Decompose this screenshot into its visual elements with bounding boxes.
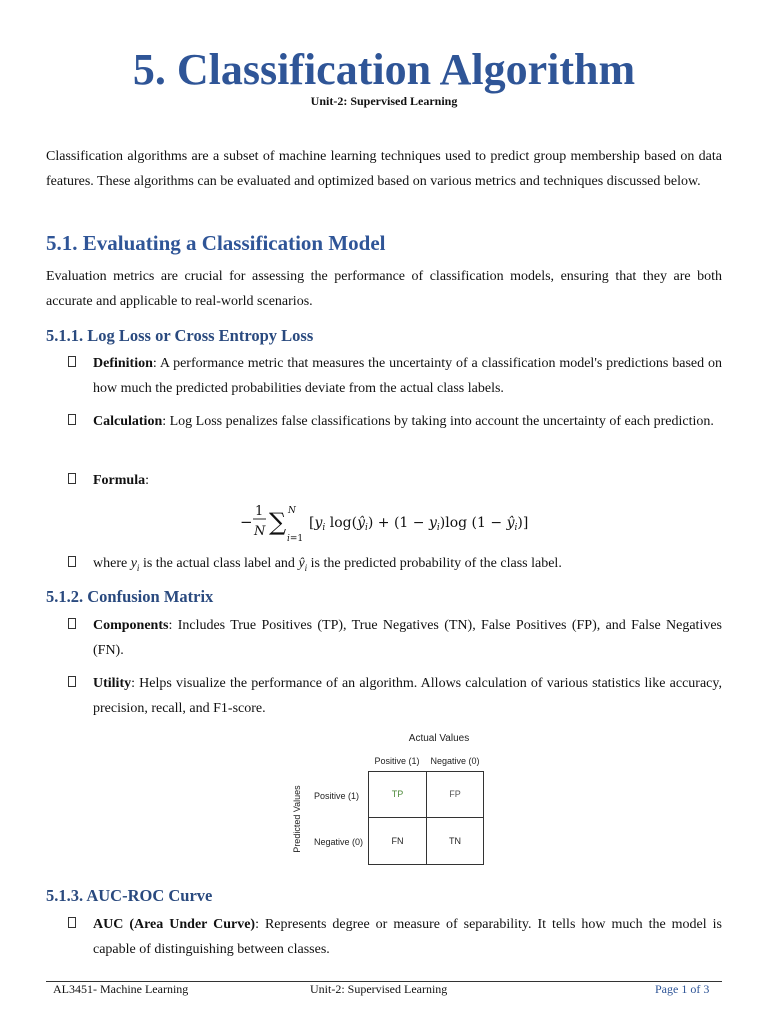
predicted-values-label: Predicted Values — [292, 785, 302, 853]
page-title: 5. Classification Algorithm — [132, 45, 636, 94]
calculation-text: : Log Loss penalizes false classifications by taking into account the uncertainty of each prediction. — [162, 414, 714, 429]
bullet-formula — [46, 468, 722, 493]
components-label: Components — [93, 618, 169, 633]
svg-text:1: 1 — [255, 504, 264, 519]
where-suffix: is the predicted probability of the class label. — [307, 556, 562, 571]
where-mid: is the actual class label and — [139, 556, 299, 571]
section-heading-5-1: 5.1. Evaluating a Classification Model — [46, 231, 386, 255]
bullet-box-icon — [68, 356, 76, 367]
bullet-box-icon — [68, 556, 76, 567]
formula-label: Formula — [93, 473, 146, 488]
footer-unit: Unit-2: Supervised Learning — [310, 982, 448, 996]
svg-text:∑: ∑ — [269, 508, 287, 536]
definition-label: Definition — [93, 356, 153, 371]
bullet-components — [46, 613, 722, 663]
components-text: : Includes True Positives (TP), True Negatives (TN), False Positives (FP), and False Negatives (FN). — [93, 618, 722, 658]
svg-text:N: N — [288, 506, 296, 516]
bullet-utility — [46, 671, 722, 721]
formula-colon: : — [145, 473, 149, 488]
svg-text:[yi log(ŷi) + (1 − yi)log (1 −: [$y_i$ $\log(ŷ_i) + (1 - y_i)\log$ $(1 - ŷ_i)$] — [309, 515, 529, 533]
auc-label: AUC (Area Under Curve) — [93, 917, 256, 932]
cell-fp — [426, 771, 484, 818]
cell-fp-label: FP — [449, 789, 461, 799]
col-header-positive: Positive (1) — [374, 756, 420, 766]
page-subtitle: Unit-2: Supervised Learning — [310, 94, 458, 108]
cell-tp — [368, 771, 427, 818]
confusion-matrix-figure — [284, 728, 524, 868]
definition-text: : A performance metric that measures the uncertainty of a classification model's predictions based on how much the predicted probabilities deviate from the actual class labels. — [93, 356, 722, 396]
bullet-where — [46, 551, 722, 581]
bullet-box-icon — [68, 917, 76, 928]
cell-tn — [426, 817, 484, 865]
svg-text:N: N — [254, 524, 266, 539]
utility-label: Utility — [93, 676, 132, 691]
yi-hat-symbol: $ŷ_i$ — [298, 556, 308, 573]
auc-text: : Represents degree or measure of separability. It tells how much the model is capable of distinguishing between classes. — [93, 917, 722, 957]
calculation-label: Calculation — [93, 414, 163, 429]
intro-paragraph: Classification algorithms are a subset of machine learning techniques used to predict group membership based on data features. These algorithms can be evaluated and optimized based on various metrics and techniques discussed below. — [46, 149, 722, 189]
col-header-negative: Negative (0) — [430, 756, 480, 766]
utility-text: : Helps visualize the performance of an algorithm. Allows calculation of various statistics like accuracy, precision, recall, and F1-score. — [93, 676, 722, 716]
section-5-1-paragraph: Evaluation metrics are crucial for assessing the performance of classification models, ensuring that they are both accurate and applicable to real-world scenarios. — [46, 269, 722, 309]
actual-values-label: Actual Values — [408, 733, 470, 744]
bullet-box-icon — [68, 676, 76, 687]
log-loss-formula — [240, 502, 540, 546]
cell-fn — [368, 817, 427, 865]
section-heading-5-1-2: 5.1.2. Confusion Matrix — [46, 587, 214, 606]
bullet-box-icon — [68, 473, 76, 484]
row-header-negative: Negative (0) — [314, 837, 364, 847]
bullet-box-icon — [68, 414, 76, 425]
svg-text:i=1: i=1 — [287, 534, 304, 544]
yi-symbol: $y_i$ — [130, 556, 140, 573]
section-heading-5-1-3: 5.1.3. AUC-ROC Curve — [46, 886, 213, 905]
svg-text:−: − — [240, 513, 253, 531]
footer-course: AL3451- Machine Learning — [53, 982, 189, 996]
row-header-positive: Positive (1) — [314, 791, 360, 801]
bullet-calculation — [46, 409, 722, 434]
bullet-definition — [46, 351, 722, 401]
footer-page-number: Page 1 of 3 — [655, 982, 710, 996]
cell-tn-label: TN — [449, 836, 461, 846]
cell-fn-label: FN — [391, 836, 404, 846]
where-prefix: where — [93, 556, 131, 571]
section-heading-5-1-1: 5.1.1. Log Loss or Cross Entropy Loss — [46, 326, 314, 345]
cell-tp-label: TP — [391, 789, 404, 799]
bullet-auc — [46, 912, 722, 962]
bullet-box-icon — [68, 618, 76, 629]
